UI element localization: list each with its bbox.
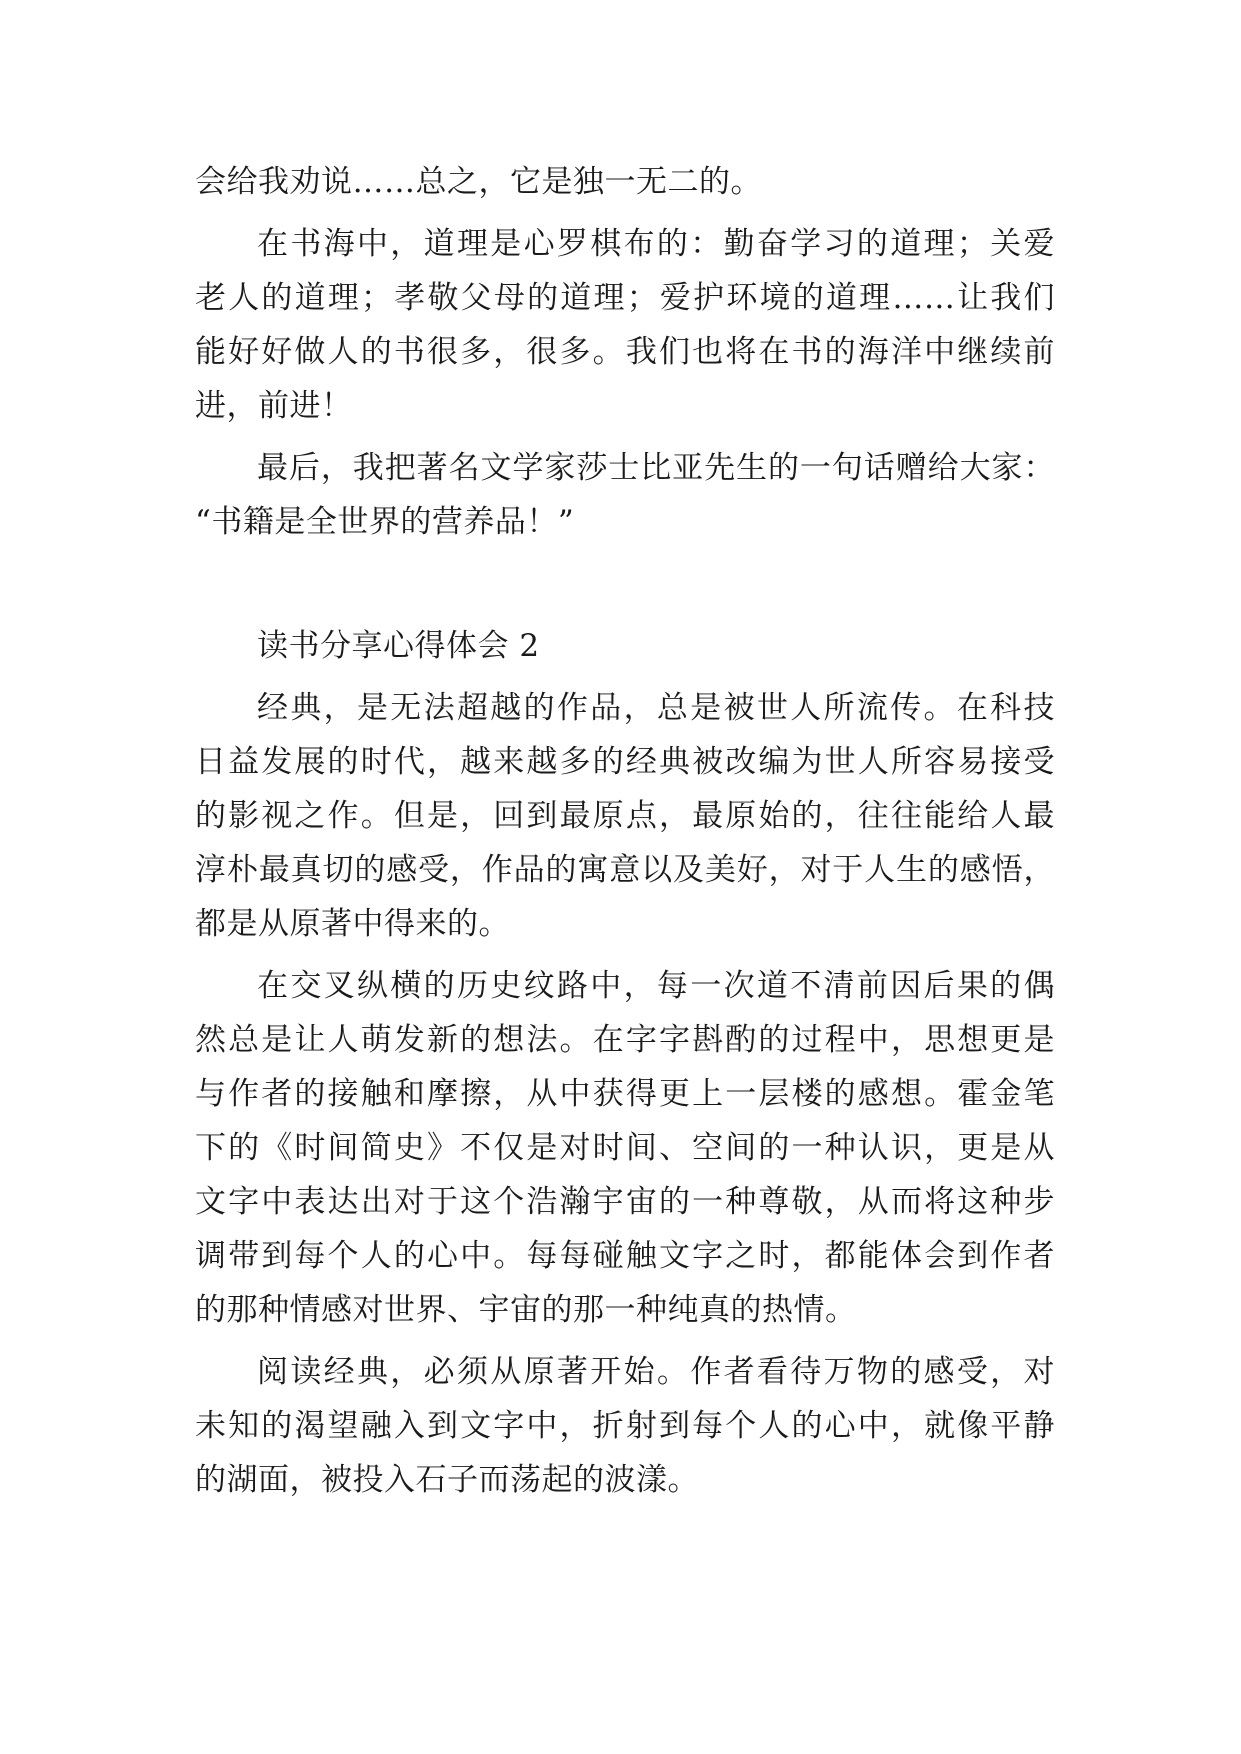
paragraph-line: 调带到每个人的心中。每每碰触文字之时，都能体会到作者 bbox=[195, 1238, 1055, 1274]
paragraph-line: 的影视之作。但是，回到最原点，最原始的，往往能给人最 bbox=[195, 798, 1055, 834]
paragraph-line: 未知的渴望融入到文字中，折射到每个人的心中，就像平静 bbox=[195, 1408, 1055, 1444]
paragraph-line: 在交叉纵横的历史纹路中，每一次道不清前因后果的偶 bbox=[257, 968, 1055, 1004]
paragraph-line: 阅读经典，必须从原著开始。作者看待万物的感受，对 bbox=[257, 1354, 1055, 1390]
section-heading: 读书分享心得体会 2 bbox=[257, 628, 540, 664]
paragraph-line: 与作者的接触和摩擦，从中获得更上一层楼的感想。霍金笔 bbox=[195, 1076, 1055, 1112]
paragraph-line: 文字中表达出对于这个浩瀚宇宙的一种尊敬，从而将这种步 bbox=[195, 1184, 1055, 1220]
paragraph-line: 会给我劝说……总之，它是独一无二的。 bbox=[195, 164, 762, 200]
paragraph-line: 最后，我把著名文学家莎士比亚先生的一句话赠给大家： bbox=[257, 450, 1055, 486]
paragraph-line: 日益发展的时代，越来越多的经典被改编为世人所容易接受 bbox=[195, 744, 1055, 780]
paragraph-line: “书籍是全世界的营养品！” bbox=[195, 504, 575, 540]
paragraph-line: 经典，是无法超越的作品，总是被世人所流传。在科技 bbox=[257, 690, 1055, 726]
paragraph-line: 的湖面，被投入石子而荡起的波漾。 bbox=[195, 1462, 699, 1498]
paragraph-line: 都是从原著中得来的。 bbox=[195, 906, 510, 942]
document-page bbox=[195, 0, 1055, 1754]
paragraph-line: 能好好做人的书很多，很多。我们也将在书的海洋中继续前 bbox=[195, 334, 1055, 370]
paragraph-line: 进，前进！ bbox=[195, 388, 353, 424]
paragraph-line: 然总是让人萌发新的想法。在字字斟酌的过程中，思想更是 bbox=[195, 1022, 1055, 1058]
paragraph-line: 在书海中，道理是心罗棋布的：勤奋学习的道理；关爱 bbox=[257, 226, 1055, 262]
paragraph-line: 老人的道理；孝敬父母的道理；爱护环境的道理……让我们 bbox=[195, 280, 1055, 316]
paragraph-line: 淳朴最真切的感受，作品的寓意以及美好，对于人生的感悟， bbox=[195, 852, 1055, 888]
paragraph-line: 的那种情感对世界、宇宙的那一种纯真的热情。 bbox=[195, 1292, 857, 1328]
paragraph-line: 下的《时间简史》不仅是对时间、空间的一种认识，更是从 bbox=[195, 1130, 1055, 1166]
